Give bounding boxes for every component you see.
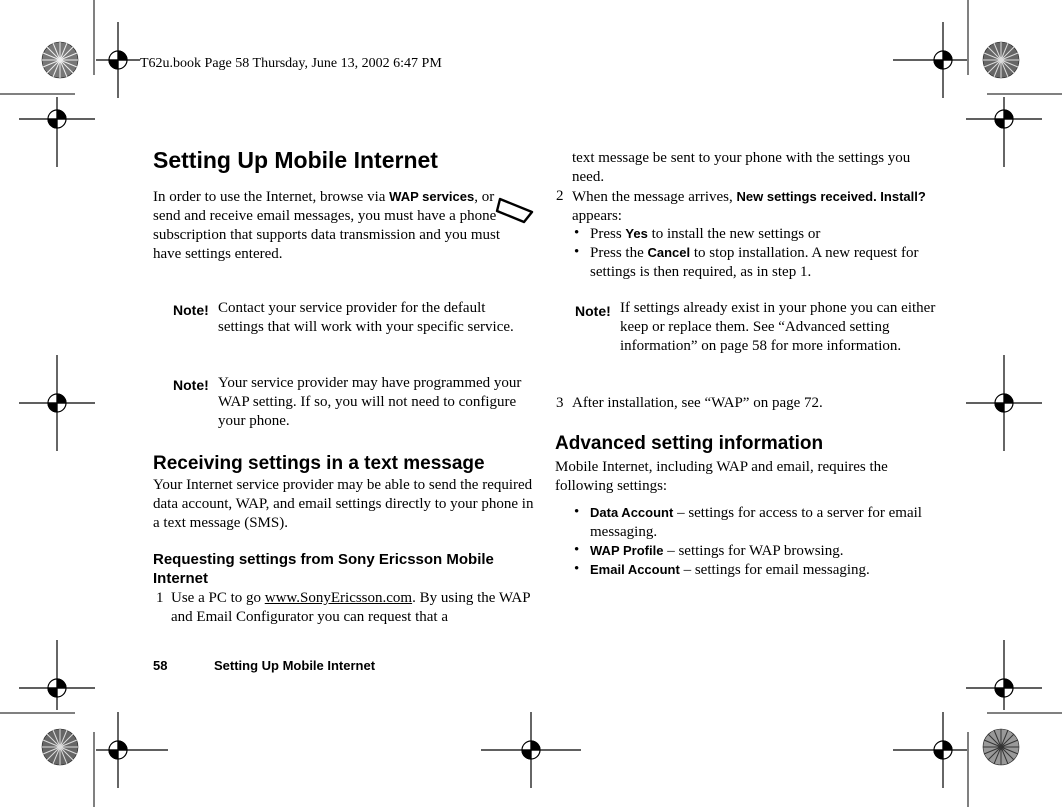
registration-mark — [893, 22, 967, 98]
page-number: 58 — [153, 658, 168, 673]
bullet-lead: Press the — [590, 245, 648, 261]
step-1-text — [171, 589, 536, 627]
subsection-heading: Requesting settings from Sony Ericsson Mobile Internet — [153, 551, 494, 587]
registration-mark — [96, 712, 168, 788]
footer-chapter: Setting Up Mobile Internet — [214, 658, 376, 673]
step-1-continuation: text message be sent to your phone with the settings you need. — [572, 150, 911, 185]
intro-paragraph — [153, 187, 518, 264]
starburst-mark — [42, 42, 78, 78]
step-3-text: After installation, see “WAP” on page 72. — [572, 395, 823, 411]
advanced-body: Mobile Internet, including WAP and email, requires the following settings: — [555, 459, 888, 494]
bullet: • — [574, 561, 580, 577]
registration-mark — [19, 640, 95, 710]
email-account-term: Email Account — [590, 562, 680, 577]
intro-text: In order to use the Internet, browse via — [153, 189, 390, 205]
settings-desc: – settings for email messaging. — [679, 562, 870, 578]
registration-mark — [966, 640, 1042, 710]
starburst-mark — [983, 729, 1019, 765]
registration-mark — [19, 97, 95, 167]
bullet-cont: to install the new settings or — [647, 226, 821, 242]
registration-mark — [966, 97, 1042, 167]
registration-mark — [893, 712, 967, 788]
step-number: 2 — [556, 188, 564, 204]
step-1-cont: . By using the WAP and Email Configurator you can request that a — [171, 590, 531, 625]
section-heading: Receiving settings in a text message — [153, 453, 485, 474]
starburst-mark — [983, 42, 1019, 78]
settings-desc: – settings for access to a server for email messaging. — [590, 505, 922, 540]
sonyericsson-link[interactable]: www.SonyEricsson.com — [264, 590, 413, 606]
registration-mark — [481, 712, 581, 788]
note-label: Note! — [173, 302, 209, 318]
yes-softkey: Yes — [625, 226, 648, 241]
bullet-item — [590, 224, 940, 244]
bullet: • — [574, 244, 580, 260]
intro-text-cont: , or send and receive email messages, you must have a phone subscription that supports data transmission and you must have settings entered. — [153, 189, 501, 262]
note-label: Note! — [575, 303, 611, 319]
wap-services-term: WAP services — [389, 189, 475, 204]
note-label: Note! — [173, 377, 209, 393]
running-head: T62u.book Page 58 Thursday, June 13, 2002 6:47 PM — [140, 56, 442, 71]
data-account-term: Data Account — [590, 505, 674, 520]
registration-mark — [19, 355, 95, 451]
bullet: • — [574, 542, 580, 558]
note-text: Contact your service provider for the default settings that will work with your specific service. — [218, 300, 514, 335]
step-2-text — [572, 187, 942, 226]
bullet-item — [590, 243, 942, 282]
settings-item — [590, 560, 935, 580]
settings-item — [590, 503, 935, 542]
bullet-cont: to stop installation. A new request for settings is then required, as in step 1. — [590, 245, 919, 280]
note-text: Your service provider may have programmed your WAP setting. If so, you will not need to configure your phone. — [218, 375, 522, 429]
wap-profile-term: WAP Profile — [590, 543, 664, 558]
step-number: 1 — [156, 590, 164, 606]
step-number: 3 — [556, 395, 564, 411]
advanced-heading: Advanced setting information — [555, 433, 824, 454]
step-2-lead: When the message arrives, — [572, 189, 737, 205]
step-1-lead: Use a PC to go — [171, 590, 265, 606]
section-body: Your Internet service provider may be able to send the required data account, WAP, and email settings directly to your phone in a text message (SMS). — [153, 477, 534, 531]
bullet: • — [574, 225, 580, 241]
page-title: Setting Up Mobile Internet — [153, 147, 438, 173]
registration-mark — [96, 22, 140, 98]
step-2-cont: appears: — [572, 208, 622, 224]
starburst-mark — [42, 729, 78, 765]
bullet-lead: Press — [590, 226, 626, 242]
new-settings-prompt: New settings received. Install? — [736, 189, 926, 204]
cancel-softkey: Cancel — [647, 245, 691, 260]
registration-mark — [966, 355, 1042, 451]
note-text: If settings already exist in your phone you can either keep or replace them. See “Advanced setting information” on page 58 for more information. — [620, 300, 936, 354]
settings-item — [590, 541, 935, 561]
settings-desc: – settings for WAP browsing. — [663, 543, 844, 559]
bullet: • — [574, 504, 580, 520]
